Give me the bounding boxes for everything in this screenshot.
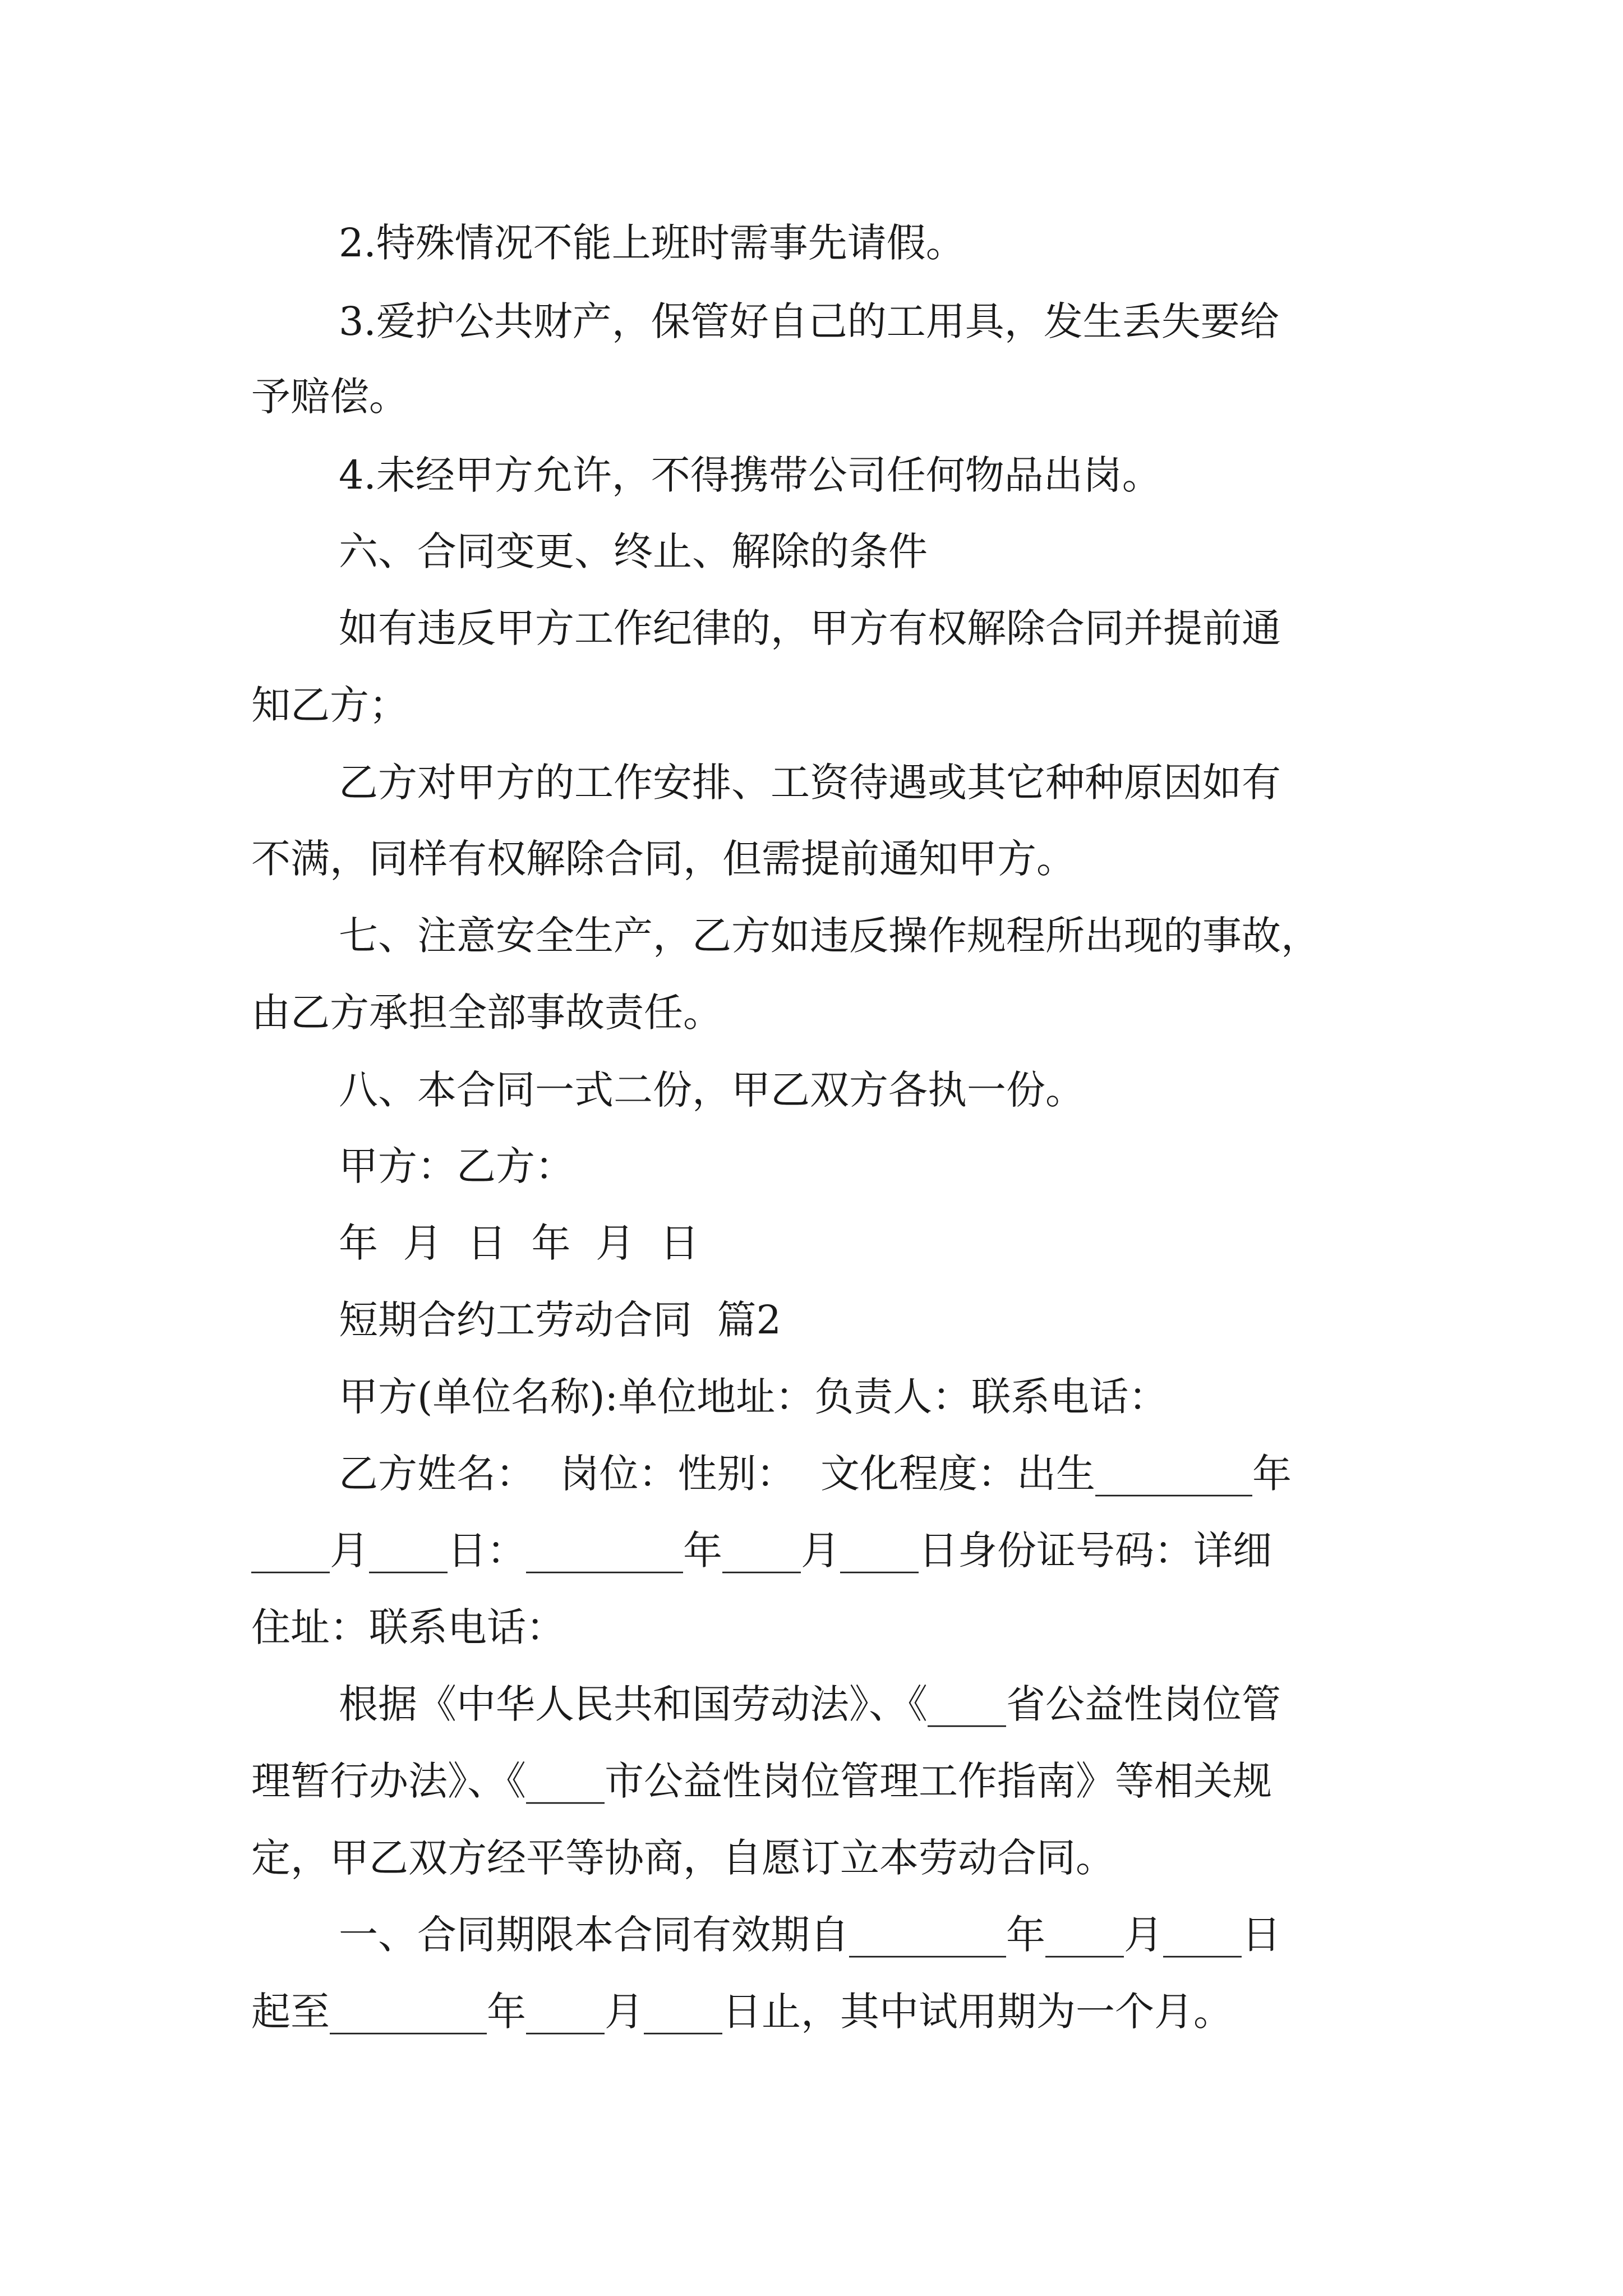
- section-heading: 一、合同期限本合同有效期自________年____月____日: [339, 1912, 1281, 1958]
- text-line: ____月____日：________年____月____日身份证号码：详细: [251, 1527, 1272, 1573]
- text-line: 定，甲乙双方经平等协商，自愿订立本劳动合同。: [251, 1835, 1115, 1881]
- contract-title: 短期合约工劳动合同 篇2: [339, 1297, 782, 1343]
- text-line: 根据《中华人民共和国劳动法》、《____省公益性岗位管: [339, 1681, 1281, 1727]
- text-line: 起至________年____月____日止，其中试用期为一个月。: [251, 1989, 1233, 2035]
- section-heading: 八、本合同一式二份，甲乙双方各执一份。: [339, 1067, 1085, 1113]
- text-line: 不满，同样有权解除合同，但需提前通知甲方。: [251, 836, 1076, 882]
- text-line: 3.爱护公共财产，保管好自己的工用具，发生丢失要给: [339, 298, 1279, 344]
- text-line: 理暂行办法》、《____市公益性岗位管理工作指南》等相关规: [251, 1758, 1272, 1804]
- signature-dates: 年 月 日 年 月 日: [339, 1220, 699, 1266]
- text-line: 知乙方；: [251, 682, 408, 728]
- text-line: 乙方对甲方的工作安排、工资待遇或其它种种原因如有: [339, 760, 1281, 806]
- text-line: 如有违反甲方工作纪律的，甲方有权解除合同并提前通: [339, 605, 1281, 651]
- text-line: 由乙方承担全部事故责任。: [251, 990, 722, 1036]
- signature-parties: 甲方：乙方：: [339, 1143, 574, 1189]
- section-heading: 六、合同变更、终止、解除的条件: [339, 528, 928, 574]
- text-line: 甲方(单位名称):单位地址：负责人：联系电话：: [339, 1374, 1168, 1420]
- section-heading: 七、注意安全生产，乙方如违反操作规程所出现的事故，: [339, 913, 1320, 959]
- text-line: 住址：联系电话：: [251, 1604, 565, 1650]
- text-line: 2.特殊情况不能上班时需事先请假。: [339, 220, 965, 266]
- text-line: 予赔偿。: [251, 374, 408, 420]
- text-line: 乙方姓名： 岗位：性别： 文化程度：出生________年: [339, 1451, 1292, 1497]
- text-line: 4.未经甲方允许，不得携带公司任何物品出岗。: [339, 452, 1161, 498]
